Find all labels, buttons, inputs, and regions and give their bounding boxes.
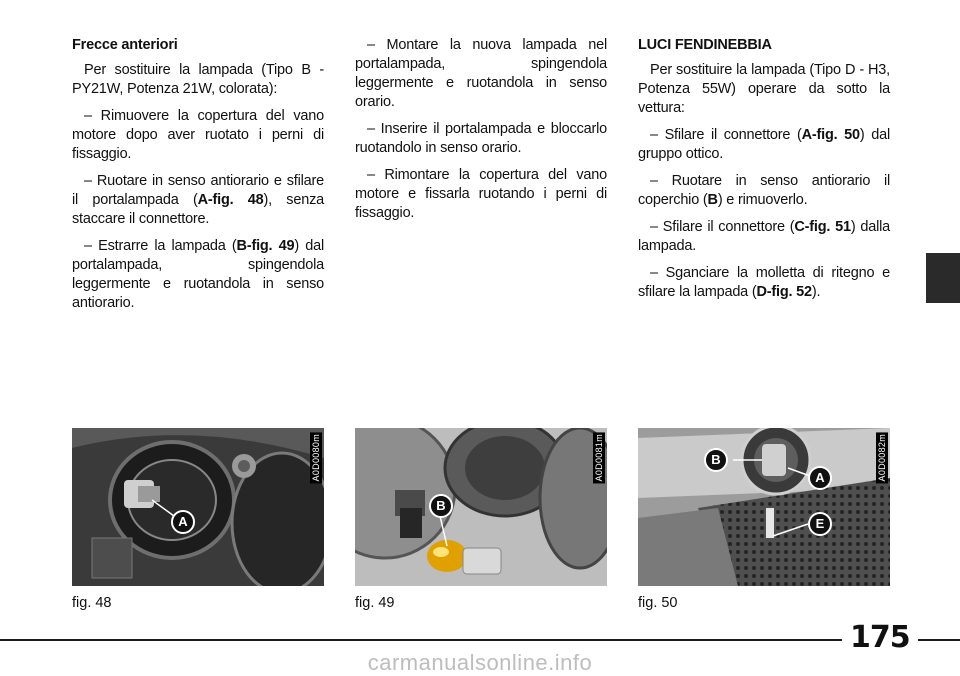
section-heading-fendinebbia: LUCI FENDINEBBIA xyxy=(638,37,772,53)
text: – Ruotare in senso antiorario e sfilare il portalampada ( xyxy=(72,173,324,208)
figure-48-photo xyxy=(72,428,324,586)
paragraph: Per sostituire la lampada (Tipo B - PY21W, Potenza 21W, colorata): xyxy=(72,62,324,97)
section-heading-frecce: Frecce anteriori xyxy=(72,37,178,53)
paragraph xyxy=(638,126,890,164)
paragraph xyxy=(638,264,890,302)
text: ) dal gruppo ottico. xyxy=(638,127,890,162)
text: ). xyxy=(811,284,821,300)
figure-ref: B xyxy=(707,192,718,208)
headlight-photo-49 xyxy=(355,428,607,586)
paragraph: – Inserire il portalampada e bloccarlo ruotandolo in senso orario. xyxy=(355,121,607,156)
footer-rule xyxy=(0,639,960,641)
figure-ref: C-fig. 51 xyxy=(794,219,851,235)
figure-ref: B-fig. 49 xyxy=(236,238,295,254)
text-column-1 xyxy=(72,36,324,321)
paragraph xyxy=(638,218,890,256)
paragraph: – Rimuovere la copertura del vano motore dopo aver ruotato i perni di fissaggio. xyxy=(72,108,324,162)
figure-ref: A-fig. 48 xyxy=(197,192,264,208)
figure-code: A0D0081m xyxy=(594,434,604,482)
text: – Sfilare il connettore ( xyxy=(650,219,795,235)
callout-b: B xyxy=(429,494,453,518)
figure-caption: fig. 50 xyxy=(638,595,678,611)
text: ), senza staccare il connettore. xyxy=(72,192,324,227)
headlight-photo-48 xyxy=(72,428,324,586)
figure-caption: fig. 48 xyxy=(72,595,112,611)
figure-49-photo xyxy=(355,428,607,586)
text: – Ruotare in senso antiorario il coperchio ( xyxy=(638,173,890,208)
callout-a: A xyxy=(171,510,195,534)
text: – Sfilare il connettore ( xyxy=(650,127,802,143)
paragraph: – Rimontare la copertura del vano motore e fissarla ruotando i perni di fissaggio. xyxy=(355,167,607,221)
callout-e: E xyxy=(808,512,832,536)
paragraph xyxy=(72,172,324,229)
paragraph xyxy=(72,237,324,313)
text-column-2 xyxy=(355,36,607,231)
watermark: carmanualsonline.info xyxy=(367,650,593,675)
page-number: 175 xyxy=(842,620,918,655)
paragraph: Per sostituire la lampada (Tipo D - H3, Potenza 55W) operare da sotto la vettura: xyxy=(638,62,890,116)
figure-caption: fig. 49 xyxy=(355,595,395,611)
chapter-tab xyxy=(926,253,960,303)
foglight-photo-50 xyxy=(638,428,890,586)
text: – Sganciare la molletta di ritegno e sfilare la lampada ( xyxy=(638,265,890,300)
text: – Estrarre la lampada ( xyxy=(84,238,237,254)
paragraph xyxy=(638,172,890,210)
figure-50-photo xyxy=(638,428,890,586)
text: ) e rimuoverlo. xyxy=(717,192,808,208)
callout-b: B xyxy=(704,448,728,472)
figure-code: A0D0080m xyxy=(311,434,321,482)
paragraph: – Montare la nuova lampada nel portalampada, spingendola leggermente e ruotandola in senso orario. xyxy=(355,37,607,110)
figure-ref: D-fig. 52 xyxy=(756,284,812,300)
figure-ref: A-fig. 50 xyxy=(801,127,860,143)
text-column-3 xyxy=(638,36,890,310)
text: ) dalla lampada. xyxy=(638,219,891,254)
callout-a: A xyxy=(808,466,832,490)
figure-code: A0D0082m xyxy=(877,434,887,482)
text: ) dal portalampada, spingendola leggermente e ruotandola in senso antiorario. xyxy=(72,238,324,311)
